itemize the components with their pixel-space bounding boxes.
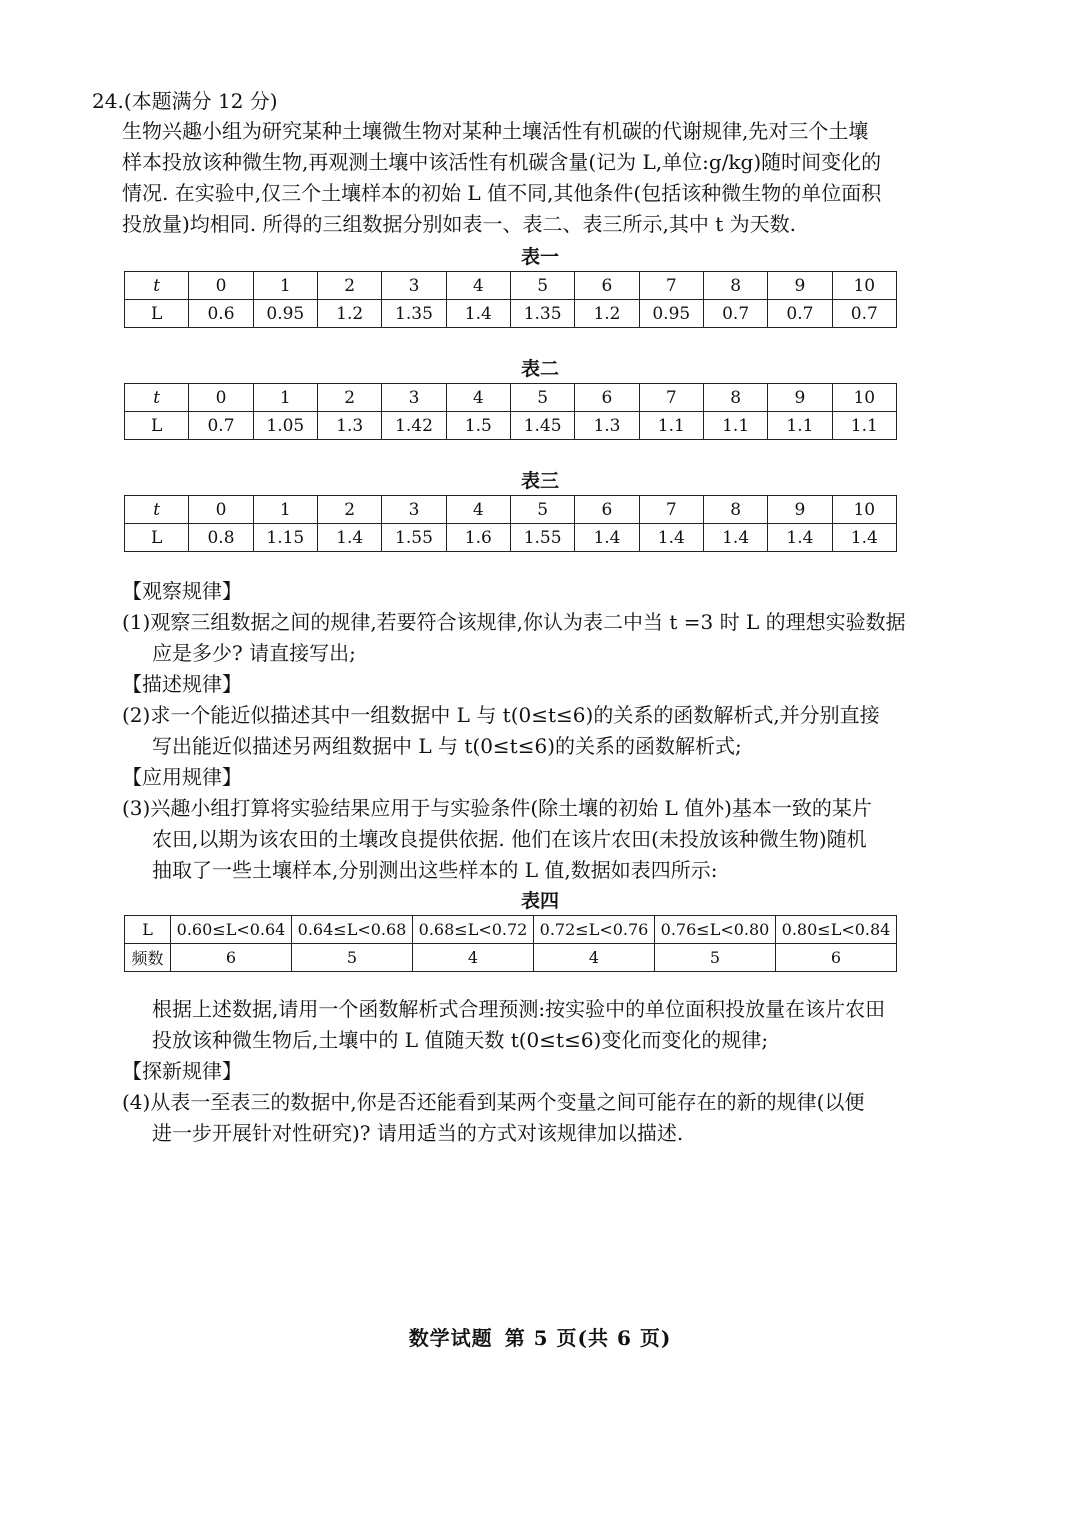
table-cell: 1.2 [575, 300, 639, 328]
table-cell: 6 [575, 384, 639, 412]
table-cell: 1.35 [382, 300, 446, 328]
table-cell: 1.05 [253, 412, 317, 440]
q3-line: 抽取了一些土壤样本,分别测出这些样本的 L 值,数据如表四所示: [152, 858, 718, 882]
section-title-observe: 【观察规律】 [122, 579, 242, 603]
question-header [92, 86, 278, 116]
row-label: t [125, 272, 189, 300]
table-cell: 1.15 [253, 524, 317, 552]
table-cell: 4 [446, 272, 510, 300]
table-cell: 6 [171, 944, 292, 972]
table-cell: 9 [768, 384, 832, 412]
table-row-l [125, 524, 897, 552]
table-cell: 0.7 [703, 300, 767, 328]
table-cell: 1.3 [575, 412, 639, 440]
table-cell: 1.4 [446, 300, 510, 328]
data-table-4 [124, 915, 897, 972]
table-cell: 1.4 [768, 524, 832, 552]
data-table-1 [124, 271, 897, 328]
row-label: 频数 [125, 944, 171, 972]
table-cell: 1.42 [382, 412, 446, 440]
table-cell: 2 [317, 272, 381, 300]
q1-line: 应是多少? 请直接写出; [152, 641, 356, 665]
question-score: (本题满分 12 分) [123, 89, 278, 113]
row-label: L [125, 524, 189, 552]
table-cell: 0.68≤L<0.72 [413, 916, 534, 944]
table-cell: 1.6 [446, 524, 510, 552]
table-cell: 5 [510, 272, 574, 300]
row-label: t [125, 384, 189, 412]
q3-after-line: 根据上述数据,请用一个函数解析式合理预测:按实验中的单位面积投放量在该片农田 [152, 997, 886, 1021]
table-row-l [125, 300, 897, 328]
table-row-l [125, 412, 897, 440]
row-label: L [125, 300, 189, 328]
data-table-2 [124, 383, 897, 440]
table-cell: 0.95 [253, 300, 317, 328]
section-title-describe: 【描述规律】 [122, 672, 242, 696]
table-cell: 8 [703, 272, 767, 300]
table-row-ranges [125, 916, 897, 944]
table-cell: 1.4 [575, 524, 639, 552]
table-row-t [125, 272, 897, 300]
q2-line: 写出能近似描述另两组数据中 L 与 t(0≤t≤6)的关系的函数解析式; [152, 734, 742, 758]
table-cell: 9 [768, 272, 832, 300]
table-cell: 3 [382, 496, 446, 524]
table-cell: 10 [832, 496, 896, 524]
table-caption: 表一 [520, 246, 559, 268]
table-cell: 1 [253, 496, 317, 524]
table-cell: 1.55 [382, 524, 446, 552]
table-cell: 0.95 [639, 300, 703, 328]
table-cell: 1.5 [446, 412, 510, 440]
table-cell: 0.8 [189, 524, 253, 552]
table-caption: 表三 [520, 470, 559, 492]
intro-line: 情况. 在实验中,仅三个土壤样本的初始 L 值不同,其他条件(包括该种微生物的单位面积 [122, 181, 882, 205]
table-cell: 10 [832, 272, 896, 300]
table-cell: 1.1 [639, 412, 703, 440]
table-cell: 5 [510, 384, 574, 412]
table-cell: 0.6 [189, 300, 253, 328]
q2-line: (2)求一个能近似描述其中一组数据中 L 与 t(0≤t≤6)的关系的函数解析式,并分别直接 [122, 703, 880, 727]
table-cell: 6 [776, 944, 897, 972]
table-cell: 0.76≤L<0.80 [655, 916, 776, 944]
table-cell: 1.1 [768, 412, 832, 440]
table-cell: 0 [189, 272, 253, 300]
q4-line: (4)从表一至表三的数据中,你是否还能看到某两个变量之间可能存在的新的规律(以便 [122, 1090, 865, 1114]
table-cell: 0.7 [832, 300, 896, 328]
table-cell: 7 [639, 384, 703, 412]
table-cell: 0.80≤L<0.84 [776, 916, 897, 944]
table-cell: 8 [703, 384, 767, 412]
table-row-t [125, 496, 897, 524]
table-cell: 3 [382, 384, 446, 412]
table-cell: 4 [446, 384, 510, 412]
table-cell: 1.1 [703, 412, 767, 440]
footer-page-number: 第 5 页(共 6 页) [504, 1326, 672, 1350]
footer-subject: 数学试题 [408, 1326, 493, 1350]
section-title-explore: 【探新规律】 [122, 1059, 242, 1083]
page-footer [0, 1322, 1080, 1351]
intro-line: 投放量)均相同. 所得的三组数据分别如表一、表二、表三所示,其中 t 为天数. [122, 212, 796, 236]
table-cell: 4 [534, 944, 655, 972]
q3-line: (3)兴趣小组打算将实验结果应用于与实验条件(除土壤的初始 L 值外)基本一致的某片 [122, 796, 872, 820]
table-cell: 1.45 [510, 412, 574, 440]
intro-line: 生物兴趣小组为研究某种土壤微生物对某种土壤活性有机碳的代谢规律,先对三个土壤 [122, 119, 869, 143]
table-cell: 4 [413, 944, 534, 972]
table-cell: 3 [382, 272, 446, 300]
table-cell: 6 [575, 272, 639, 300]
table-cell: 0 [189, 496, 253, 524]
table-cell: 1.4 [703, 524, 767, 552]
table-cell: 1.4 [832, 524, 896, 552]
table-cell: 5 [510, 496, 574, 524]
row-label: t [125, 496, 189, 524]
table-cell: 8 [703, 496, 767, 524]
table-cell: 1.1 [832, 412, 896, 440]
table-cell: 0.72≤L<0.76 [534, 916, 655, 944]
table-cell: 9 [768, 496, 832, 524]
table-cell: 1.3 [317, 412, 381, 440]
q4-line: 进一步开展针对性研究)? 请用适当的方式对该规律加以描述. [152, 1121, 684, 1145]
table-cell: 0.60≤L<0.64 [171, 916, 292, 944]
table-cell: 1.4 [639, 524, 703, 552]
table-cell: 0.64≤L<0.68 [292, 916, 413, 944]
table-cell: 5 [655, 944, 776, 972]
q3-after-line: 投放该种微生物后,土壤中的 L 值随天数 t(0≤t≤6)变化而变化的规律; [152, 1028, 769, 1052]
table-row-t [125, 384, 897, 412]
intro-line: 样本投放该种微生物,再观测土壤中该活性有机碳含量(记为 L,单位:g/kg)随时间变化的 [122, 150, 882, 174]
row-label: L [125, 412, 189, 440]
table-cell: 1 [253, 384, 317, 412]
table-cell: 1.4 [317, 524, 381, 552]
table-cell: 2 [317, 496, 381, 524]
table-cell: 0.7 [189, 412, 253, 440]
table-cell: 0.7 [768, 300, 832, 328]
table-caption: 表二 [520, 358, 559, 380]
table-cell: 6 [575, 496, 639, 524]
question-number: 24. [92, 89, 124, 113]
table-cell: 10 [832, 384, 896, 412]
table-cell: 1.55 [510, 524, 574, 552]
table-cell: 1 [253, 272, 317, 300]
data-table-3 [124, 495, 897, 552]
table-cell: 5 [292, 944, 413, 972]
table-cell: 1.2 [317, 300, 381, 328]
table-cell: 7 [639, 496, 703, 524]
q3-line: 农田,以期为该农田的土壤改良提供依据. 他们在该片农田(未投放该种微生物)随机 [152, 827, 867, 851]
table-row-counts [125, 944, 897, 972]
table-cell: 7 [639, 272, 703, 300]
table-cell: 1.35 [510, 300, 574, 328]
table-cell: 2 [317, 384, 381, 412]
row-label: L [125, 916, 171, 944]
section-title-apply: 【应用规律】 [122, 765, 242, 789]
q1-line: (1)观察三组数据之间的规律,若要符合该规律,你认为表二中当 t =3 时 L 的理想实验数据 [122, 610, 906, 634]
table-cell: 4 [446, 496, 510, 524]
table-cell: 0 [189, 384, 253, 412]
table-caption: 表四 [520, 890, 559, 912]
